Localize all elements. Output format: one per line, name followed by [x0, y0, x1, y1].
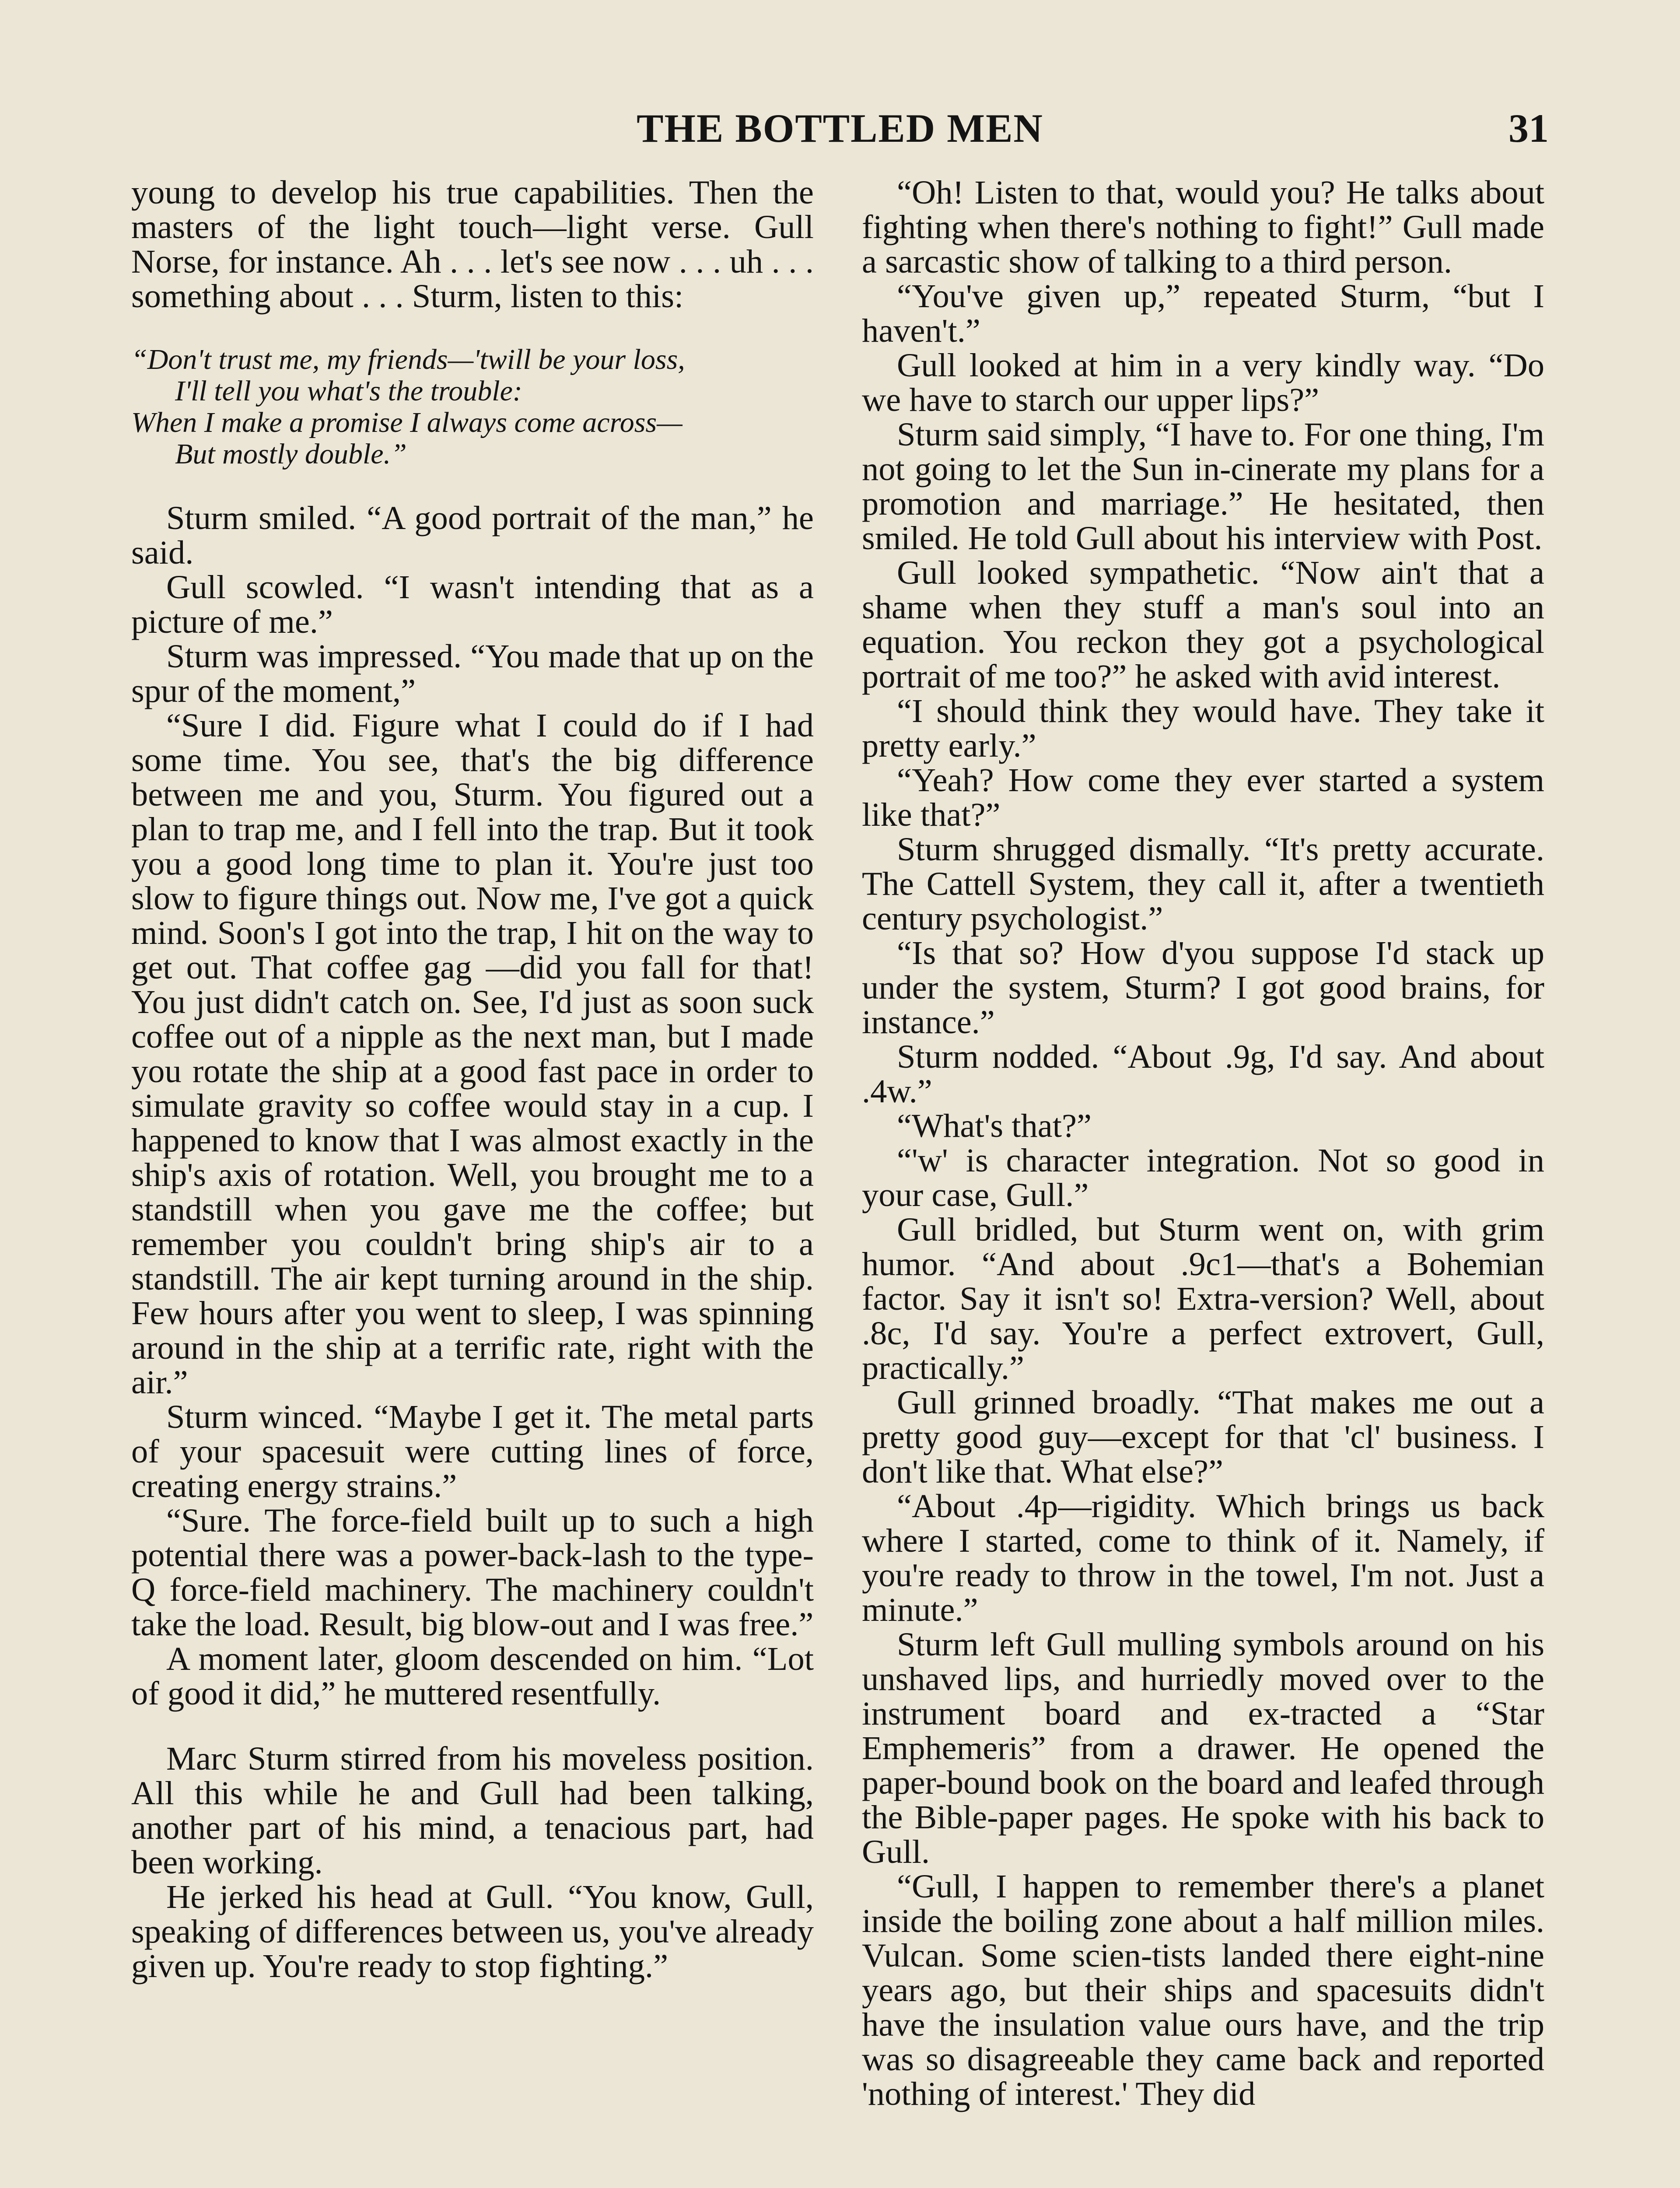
poem-line: When I make a promise I always come across— — [131, 407, 682, 438]
poem-line: “Don't trust me, my friends—'twill be your loss, — [131, 344, 685, 375]
paragraph: “Sure. The force-field built up to such a high potential there was a power-back-lash to the type-Q force-field machinery. The machinery couldn't take the load. Result, big blow-out and I was free.” — [131, 1502, 814, 1643]
paragraph: “'w' is character integration. Not so good in your case, Gull.” — [862, 1142, 1544, 1213]
paragraph: “Gull, I happen to remember there's a planet inside the boiling zone about a half million miles. Vulcan. Some scien-tists landed there eight-nine years ago, but their ships and spacesuits didn't have the insulation value ours have, and the trip was so disagreeable they came back and reported 'nothing of interest.' They did — [862, 1868, 1544, 2112]
paragraph: A moment later, gloom descended on him. “Lot of good it did,” he muttered resentfully. — [131, 1640, 814, 1712]
paragraph: “You've given up,” repeated Sturm, “but I haven't.” — [862, 277, 1544, 349]
paragraph: Gull looked at him in a very kindly way. “Do we have to starch our upper lips?” — [862, 347, 1544, 418]
paragraph: “Yeah? How come they ever started a system like that?” — [862, 761, 1544, 833]
paragraph: Sturm was impressed. “You made that up on the spur of the moment,” — [131, 638, 814, 709]
paragraph: Gull looked sympathetic. “Now ain't that a shame when they stuff a man's soul into an equation. You reckon they got a psychological portrait of me too?” he asked with avid interest. — [862, 554, 1544, 695]
paragraph: “Is that so? How d'you suppose I'd stack up under the system, Sturm? I got good brains, for instance.” — [862, 934, 1544, 1041]
paragraph: Gull grinned broadly. “That makes me out a pretty good guy—except for that 'cl' business. I don't like that. What else?” — [862, 1384, 1544, 1490]
paragraph: Gull scowled. “I wasn't intending that as a picture of me.” — [131, 568, 814, 640]
paragraph: Gull bridled, but Sturm went on, with grim humor. “And about .9c1—that's a Bohemian factor. Say it isn't so! Extra-version? Well, about .8c, I'd say. You're a perfect extrovert, Gull, practically.” — [862, 1211, 1544, 1386]
poem-line: But mostly double.” — [175, 438, 407, 470]
right-column — [862, 175, 1544, 2188]
page-number: 31 — [1508, 106, 1549, 151]
paragraph: young to develop his true capabilities. Then the masters of the light touch—light verse. Gull Norse, for instance. Ah . . . let's see now . . . uh . . . something about . . . Sturm, listen to this: — [131, 175, 814, 315]
paragraph: “Oh! Listen to that, would you? He talks about fighting when there's nothing to fight!” Gull made a sarcastic show of talking to a third person. — [862, 175, 1544, 280]
paragraph: Sturm shrugged dismally. “It's pretty accurate. The Cattell System, they call it, after a twentieth century psychologist.” — [862, 831, 1544, 937]
paragraph: Sturm smiled. “A good portrait of the man,” he said. — [131, 499, 814, 571]
paragraph: “I should think they would have. They take it pretty early.” — [862, 692, 1544, 764]
paragraph: Sturm nodded. “About .9g, I'd say. And about .4w.” — [862, 1038, 1544, 1110]
poem-line: I'll tell you what's the trouble: — [175, 375, 522, 407]
paragraph: Sturm left Gull mulling symbols around on his unshaved lips, and hurriedly moved over to the instrument board and ex-tracted a “Star Emphemeris” from a drawer. He opened the paper-bound book on the board and leafed through the Bible-paper pages. He spoke with his back to Gull. — [862, 1626, 1544, 1870]
paragraph: “About .4p—rigidity. Which brings us back where I started, come to think of it. Namely, if you're ready to throw in the towel, I'm not. Just a minute.” — [862, 1487, 1544, 1628]
page-title: THE BOTTLED MEN — [637, 106, 1043, 151]
paragraph: Sturm said simply, “I have to. For one thing, I'm not going to let the Sun in-cinerate my plans for a promotion and marriage.” He hesitated, then smiled. He told Gull about his interview with Post. — [862, 416, 1544, 557]
running-header — [131, 105, 1549, 153]
paragraph: He jerked his head at Gull. “You know, Gull, speaking of differences between us, you've already given up. You're ready to stop fighting.” — [131, 1878, 814, 1985]
paragraph: Marc Sturm stirred from his moveless position. All this while he and Gull had been talking, another part of his mind, a tenacious part, had been working. — [131, 1740, 814, 1881]
paragraph: “Sure I did. Figure what I could do if I had some time. You see, that's the big difference between me and you, Sturm. You figured out a plan to trap me, and I fell into the trap. But it took you a good long time to plan it. You're just too slow to figure things out. Now me, I've got a quick mind. Soon's I got into the trap, I hit on the way to get out. That coffee gag —did you fall for that! You just didn't catch on. See, I'd just as soon suck coffee out of a nipple as the next man, but I made you rotate the ship at a good fast pace in order to simulate gravity so coffee would stay in a cup. I happened to know that I was almost exactly in the ship's axis of rotation. Well, you brought me to a standstill when you gave me the coffee; but remember you couldn't bring ship's air to a standstill. The air kept turning around in the ship. Few hours after you went to sleep, I was spinning around in the ship at a terrific rate, right with the air.” — [131, 707, 814, 1401]
left-column — [131, 175, 814, 2188]
poem-verse — [131, 344, 814, 470]
paragraph: “What's that?” — [897, 1107, 1092, 1144]
paragraph: Sturm winced. “Maybe I get it. The metal parts of your spacesuit were cutting lines of force, creating energy strains.” — [131, 1398, 814, 1504]
